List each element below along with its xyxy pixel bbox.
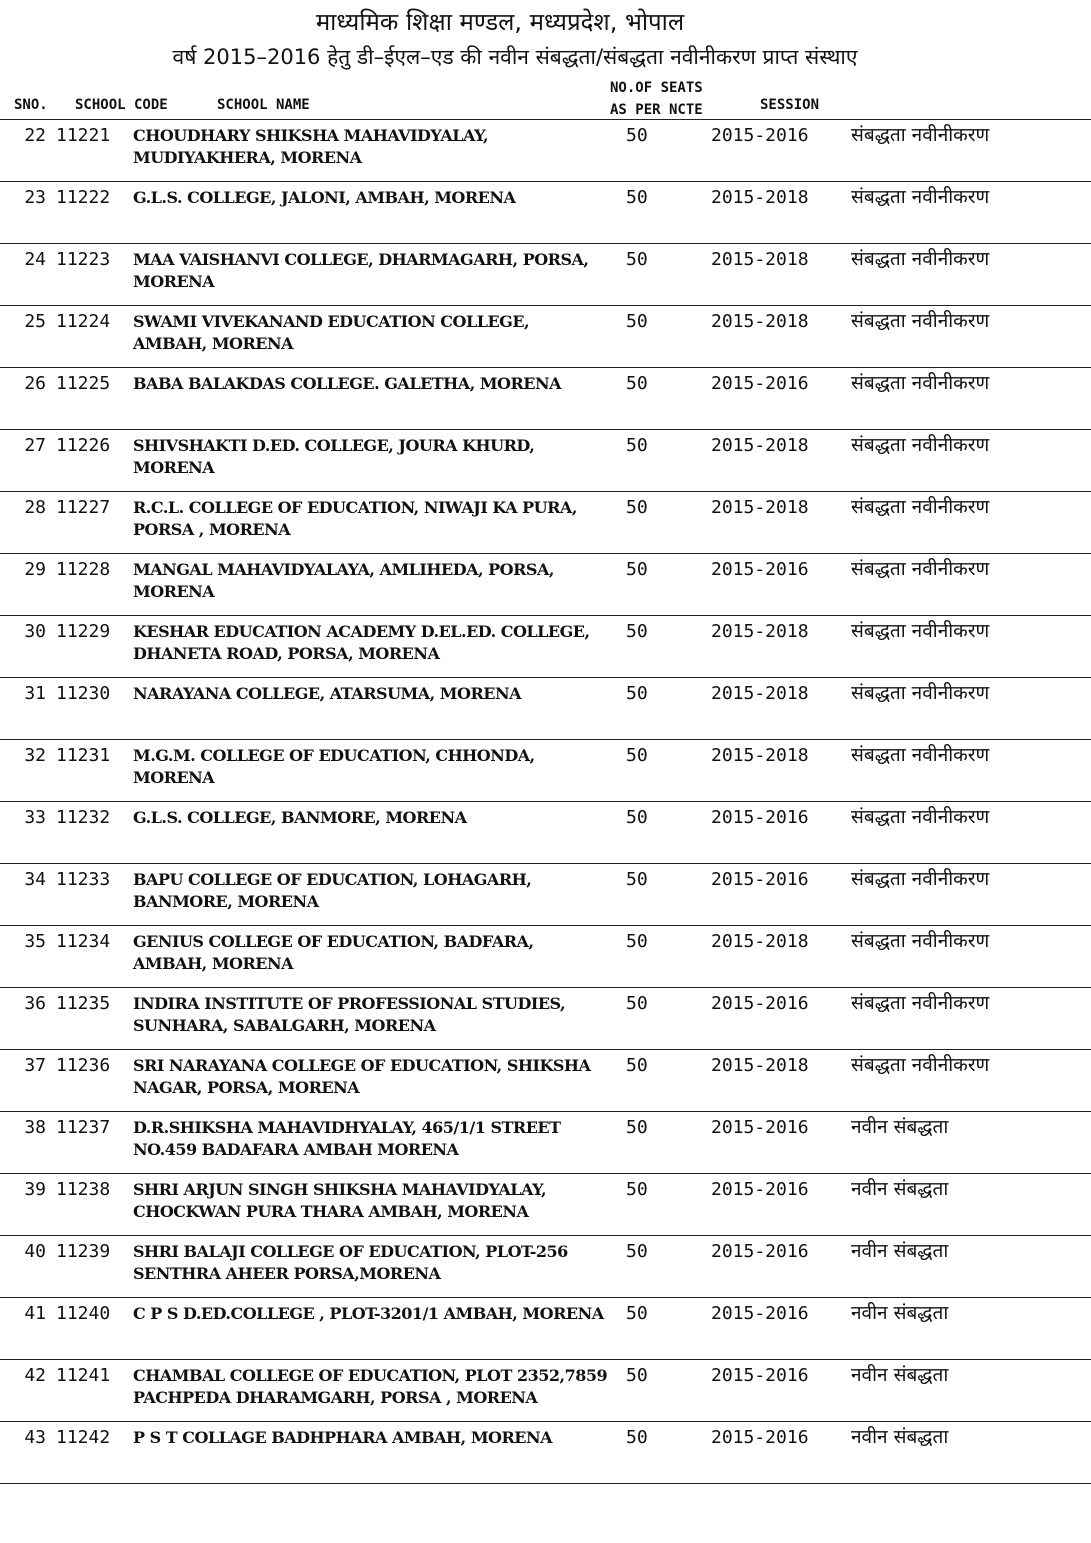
- table-row: [0, 492, 1091, 554]
- row-school-code: 11241: [56, 1365, 111, 1386]
- row-status: संबद्धता नवीनीकरण: [851, 682, 990, 704]
- row-school-code: 11234: [56, 931, 111, 952]
- row-school-code: 11221: [56, 125, 111, 146]
- row-school-code: 11222: [56, 187, 111, 208]
- row-school-code: 11236: [56, 1055, 111, 1076]
- row-status: संबद्धता नवीनीकरण: [851, 868, 990, 890]
- row-session: 2015-2016: [711, 373, 809, 394]
- row-seats: 50: [626, 311, 648, 332]
- row-school-code: 11227: [56, 497, 111, 518]
- row-sno: 23: [24, 187, 46, 208]
- row-status: संबद्धता नवीनीकरण: [851, 496, 990, 518]
- row-status: नवीन संबद्धता: [851, 1240, 949, 1262]
- row-seats: 50: [626, 187, 648, 208]
- row-school-name: CHOUDHARY SHIKSHA MAHAVIDYALAY, MUDIYAKHERA, MORENA: [133, 126, 489, 167]
- row-status: संबद्धता नवीनीकरण: [851, 372, 990, 394]
- table-row: [0, 1422, 1091, 1484]
- table-row: [0, 1236, 1091, 1298]
- row-status: संबद्धता नवीनीकरण: [851, 558, 990, 580]
- row-school-code: 11228: [56, 559, 111, 580]
- row-status: संबद्धता नवीनीकरण: [851, 806, 990, 828]
- header-school-code: SCHOOL CODE: [75, 97, 168, 113]
- table-row: [0, 740, 1091, 802]
- table-row: [0, 244, 1091, 306]
- row-session: 2015-2018: [711, 435, 809, 456]
- row-school-name: C P S D.ED.COLLEGE , PLOT-3201/1 AMBAH, MORENA: [133, 1304, 604, 1323]
- row-session: 2015-2016: [711, 869, 809, 890]
- row-sno: 39: [24, 1179, 46, 1200]
- table-row: [0, 1360, 1091, 1422]
- row-school-name: SHRI ARJUN SINGH SHIKSHA MAHAVIDYALAY, CHOCKWAN PURA THARA AMBAH, MORENA: [133, 1180, 547, 1221]
- row-status: संबद्धता नवीनीकरण: [851, 434, 990, 456]
- row-sno: 34: [24, 869, 46, 890]
- row-seats: 50: [626, 249, 648, 270]
- row-school-name: MANGAL MAHAVIDYALAYA, AMLIHEDA, PORSA, MORENA: [133, 560, 554, 601]
- table-row: [0, 554, 1091, 616]
- row-status: संबद्धता नवीनीकरण: [851, 930, 990, 952]
- row-status: नवीन संबद्धता: [851, 1364, 949, 1386]
- row-sno: 36: [24, 993, 46, 1014]
- row-seats: 50: [626, 807, 648, 828]
- row-school-code: 11232: [56, 807, 111, 828]
- row-school-code: 11233: [56, 869, 111, 890]
- row-session: 2015-2016: [711, 1303, 809, 1324]
- row-school-name: NARAYANA COLLEGE, ATARSUMA, MORENA: [133, 684, 521, 703]
- row-school-code: 11242: [56, 1427, 111, 1448]
- table-row: [0, 926, 1091, 988]
- row-school-name: P S T COLLAGE BADHPHARA AMBAH, MORENA: [133, 1428, 552, 1447]
- table-row: [0, 430, 1091, 492]
- row-school-code: 11225: [56, 373, 111, 394]
- row-school-name: GENIUS COLLEGE OF EDUCATION, BADFARA, AMBAH, MORENA: [133, 932, 534, 973]
- row-school-code: 11224: [56, 311, 111, 332]
- row-sno: 30: [24, 621, 46, 642]
- row-status: संबद्धता नवीनीकरण: [851, 992, 990, 1014]
- row-school-name: G.L.S. COLLEGE, JALONI, AMBAH, MORENA: [133, 188, 516, 207]
- row-sno: 26: [24, 373, 46, 394]
- row-status: संबद्धता नवीनीकरण: [851, 1054, 990, 1076]
- row-session: 2015-2018: [711, 745, 809, 766]
- row-school-code: 11223: [56, 249, 111, 270]
- row-sno: 38: [24, 1117, 46, 1138]
- table-row: [0, 988, 1091, 1050]
- row-school-name: SHRI BALAJI COLLEGE OF EDUCATION, PLOT-256 SENTHRA AHEER PORSA,MORENA: [133, 1242, 568, 1283]
- row-sno: 24: [24, 249, 46, 270]
- row-school-name: D.R.SHIKSHA MAHAVIDHYALAY, 465/1/1 STREET NO.459 BADAFARA AMBAH MORENA: [133, 1118, 561, 1159]
- row-sno: 33: [24, 807, 46, 828]
- row-school-name: M.G.M. COLLEGE OF EDUCATION, CHHONDA, MORENA: [133, 746, 535, 787]
- row-session: 2015-2018: [711, 187, 809, 208]
- row-school-code: 11235: [56, 993, 111, 1014]
- header-session: SESSION: [760, 97, 820, 113]
- row-school-code: 11226: [56, 435, 111, 456]
- row-status: संबद्धता नवीनीकरण: [851, 186, 990, 208]
- row-session: 2015-2016: [711, 1427, 809, 1448]
- row-school-code: 11237: [56, 1117, 111, 1138]
- header-seats-line1: NO.OF SEATS: [610, 80, 703, 96]
- row-school-name: CHAMBAL COLLEGE OF EDUCATION, PLOT 2352,7859 PACHPEDA DHARAMGARH, PORSA , MORENA: [133, 1366, 608, 1407]
- row-seats: 50: [626, 435, 648, 456]
- row-school-name: R.C.L. COLLEGE OF EDUCATION, NIWAJI KA PURA, PORSA , MORENA: [133, 498, 577, 539]
- row-session: 2015-2018: [711, 249, 809, 270]
- row-status: संबद्धता नवीनीकरण: [851, 124, 990, 146]
- table-row: [0, 616, 1091, 678]
- row-sno: 25: [24, 311, 46, 332]
- row-seats: 50: [626, 621, 648, 642]
- row-school-code: 11240: [56, 1303, 111, 1324]
- row-sno: 29: [24, 559, 46, 580]
- row-school-name: BABA BALAKDAS COLLEGE. GALETHA, MORENA: [133, 374, 562, 393]
- row-status: नवीन संबद्धता: [851, 1426, 949, 1448]
- table-row: [0, 1174, 1091, 1236]
- table-row: [0, 306, 1091, 368]
- row-session: 2015-2016: [711, 1179, 809, 1200]
- row-seats: 50: [626, 993, 648, 1014]
- row-session: 2015-2016: [711, 993, 809, 1014]
- row-seats: 50: [626, 373, 648, 394]
- row-seats: 50: [626, 1055, 648, 1076]
- header-sno: SNO.: [14, 97, 48, 113]
- row-school-code: 11231: [56, 745, 111, 766]
- header-school-name: SCHOOL NAME: [217, 97, 310, 113]
- row-school-code: 11230: [56, 683, 111, 704]
- row-seats: 50: [626, 869, 648, 890]
- row-session: 2015-2016: [711, 1117, 809, 1138]
- row-seats: 50: [626, 745, 648, 766]
- table-row: [0, 368, 1091, 430]
- row-session: 2015-2016: [711, 807, 809, 828]
- row-session: 2015-2018: [711, 1055, 809, 1076]
- row-school-code: 11238: [56, 1179, 111, 1200]
- row-session: 2015-2018: [711, 497, 809, 518]
- row-status: संबद्धता नवीनीकरण: [851, 744, 990, 766]
- row-session: 2015-2016: [711, 1365, 809, 1386]
- row-sno: 28: [24, 497, 46, 518]
- row-sno: 41: [24, 1303, 46, 1324]
- row-sno: 31: [24, 683, 46, 704]
- row-status: संबद्धता नवीनीकरण: [851, 248, 990, 270]
- row-school-name: SHIVSHAKTI D.ED. COLLEGE, JOURA KHURD, MORENA: [133, 436, 535, 477]
- row-status: संबद्धता नवीनीकरण: [851, 620, 990, 642]
- table-row: [0, 120, 1091, 182]
- row-sno: 27: [24, 435, 46, 456]
- row-seats: 50: [626, 1427, 648, 1448]
- row-school-name: G.L.S. COLLEGE, BANMORE, MORENA: [133, 808, 467, 827]
- row-school-name: SRI NARAYANA COLLEGE OF EDUCATION, SHIKSHA NAGAR, PORSA, MORENA: [133, 1056, 591, 1097]
- row-session: 2015-2018: [711, 683, 809, 704]
- table-row: [0, 678, 1091, 740]
- row-sno: 22: [24, 125, 46, 146]
- row-seats: 50: [626, 497, 648, 518]
- row-seats: 50: [626, 125, 648, 146]
- row-sno: 37: [24, 1055, 46, 1076]
- row-school-name: INDIRA INSTITUTE OF PROFESSIONAL STUDIES, SUNHARA, SABALGARH, MORENA: [133, 994, 566, 1035]
- row-session: 2015-2016: [711, 125, 809, 146]
- table-row: [0, 1050, 1091, 1112]
- document-subtitle: वर्ष 2015–2016 हेतु डी–ईएल–एड की नवीन संबद्धता/संबद्धता नवीनीकरण प्राप्त संस्थाए: [172, 45, 858, 69]
- row-school-name: BAPU COLLEGE OF EDUCATION, LOHAGARH, BANMORE, MORENA: [133, 870, 532, 911]
- row-seats: 50: [626, 1241, 648, 1262]
- table-row: [0, 182, 1091, 244]
- row-status: नवीन संबद्धता: [851, 1178, 949, 1200]
- row-sno: 35: [24, 931, 46, 952]
- row-status: नवीन संबद्धता: [851, 1116, 949, 1138]
- row-sno: 42: [24, 1365, 46, 1386]
- row-school-name: SWAMI VIVEKANAND EDUCATION COLLEGE, AMBAH, MORENA: [133, 312, 530, 353]
- table-row: [0, 802, 1091, 864]
- table-row: [0, 1112, 1091, 1174]
- header-seats-line2: AS PER NCTE: [610, 102, 703, 118]
- row-sno: 40: [24, 1241, 46, 1262]
- row-seats: 50: [626, 1303, 648, 1324]
- row-status: नवीन संबद्धता: [851, 1302, 949, 1324]
- row-sno: 43: [24, 1427, 46, 1448]
- row-seats: 50: [626, 931, 648, 952]
- row-session: 2015-2018: [711, 931, 809, 952]
- row-seats: 50: [626, 683, 648, 704]
- row-seats: 50: [626, 1117, 648, 1138]
- table-row: [0, 864, 1091, 926]
- row-seats: 50: [626, 1365, 648, 1386]
- row-sno: 32: [24, 745, 46, 766]
- table-row: [0, 1298, 1091, 1360]
- row-seats: 50: [626, 1179, 648, 1200]
- document-title: माध्यमिक शिक्षा मण्डल, मध्यप्रदेश, भोपाल: [315, 8, 685, 36]
- row-school-code: 11229: [56, 621, 111, 642]
- row-status: संबद्धता नवीनीकरण: [851, 310, 990, 332]
- row-session: 2015-2016: [711, 559, 809, 580]
- row-school-code: 11239: [56, 1241, 111, 1262]
- row-session: 2015-2018: [711, 621, 809, 642]
- row-session: 2015-2016: [711, 1241, 809, 1262]
- row-session: 2015-2018: [711, 311, 809, 332]
- row-school-name: KESHAR EDUCATION ACADEMY D.EL.ED. COLLEGE, DHANETA ROAD, PORSA, MORENA: [133, 622, 590, 663]
- row-seats: 50: [626, 559, 648, 580]
- row-school-name: MAA VAISHANVI COLLEGE, DHARMAGARH, PORSA, MORENA: [133, 250, 589, 291]
